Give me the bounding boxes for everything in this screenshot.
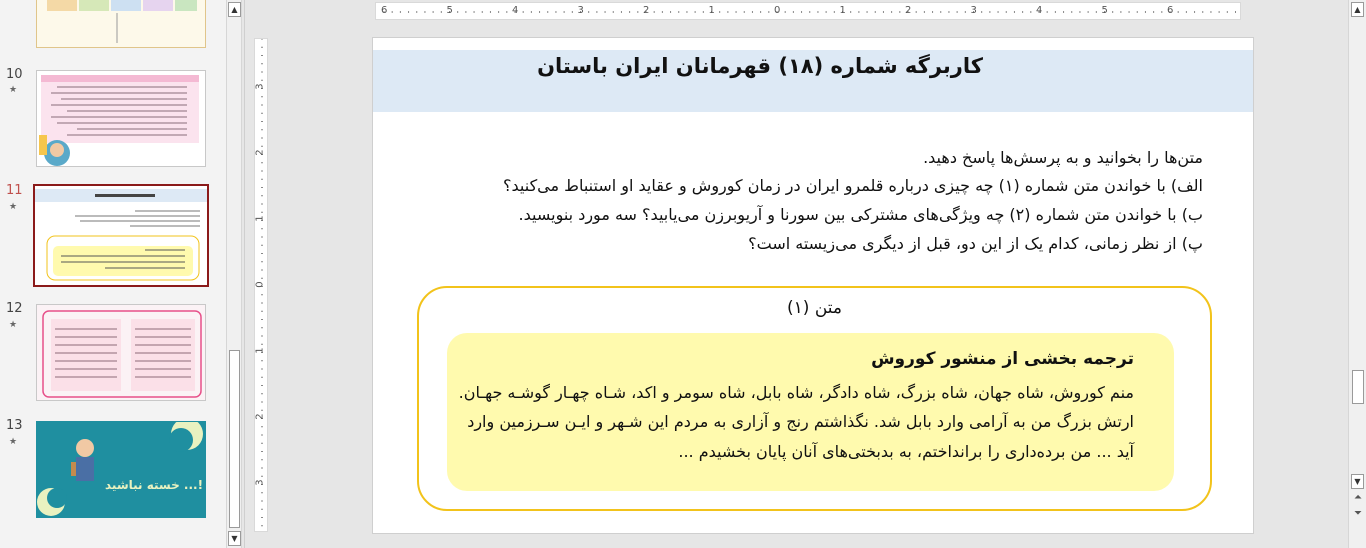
ruler-label: 5 [446,5,453,16]
cyrus-cylinder-panel[interactable] [447,333,1174,491]
ruler-label: 2 [254,149,266,156]
ruler-label: 1 [254,215,266,222]
ruler-label: 2 [254,413,266,420]
cyrus-text-line-1: منم کوروش، شاه جهان، شاه بزرگ، شاه دادگر، شاه بابل، شاه سومر و اکد، شـاه چهـار گوشـه جهـان. [458,383,1134,402]
ruler-label: 0 [254,281,266,288]
editor-scroll-down-button[interactable]: ▼ [1351,474,1364,489]
ruler-label: 4 [512,5,519,16]
slide-13-caption: !... خسته نباشید [105,478,204,492]
slide-thumbnail-9[interactable] [36,0,206,48]
slide-13-preview [37,422,206,518]
horizontal-ruler-ticks [376,3,1241,20]
ruler-label: 1 [708,5,715,16]
ruler-label: 1 [839,5,846,16]
instruction-line[interactable]: متن‌ها را بخوانید و به پرسش‌ها پاسخ دهید. [923,148,1203,167]
ruler-label: 3 [577,5,584,16]
slide-12-animation-icon: ★ [9,320,18,330]
scrollbar-thumb[interactable] [229,350,240,528]
editor-scrollbar-thumb[interactable] [1352,370,1364,404]
slide-thumbnail-10[interactable] [36,70,206,167]
slide-thumbnail-13[interactable] [36,421,206,518]
slide-11-preview [35,186,207,285]
question-be[interactable]: ب) با خواندن متن شماره (۲) چه ویژگی‌های مشترکی بین سورنا و آریوبرزن می‌یابید؟ سه مورد بنویسید. [518,205,1203,224]
slide-editor[interactable] [244,0,1348,548]
next-slide-icon[interactable]: ⏷ [1354,508,1362,519]
slide-canvas[interactable] [372,37,1254,534]
slide-number-12: 12 [6,301,23,316]
ruler-label: 3 [254,479,266,486]
text-1-box[interactable] [417,286,1212,511]
question-alef[interactable]: الف) با خواندن متن شماره (۱) چه چیزی درباره قلمرو ایران در زمان کوروش و عقاید او استنباط می‌کنید؟ [503,176,1203,195]
slide-12-preview [37,305,206,401]
ruler-label: 0 [774,5,781,16]
scroll-down-button[interactable]: ▼ [228,531,241,546]
slide-9-preview [37,0,206,48]
horizontal-ruler[interactable] [375,2,1241,20]
cyrus-cylinder-title: ترجمه بخشی از منشور کوروش [871,349,1134,369]
slide-number-10: 10 [6,67,23,82]
slide-number-13: 13 [6,418,23,433]
ruler-label: 6 [381,5,388,16]
text-1-label: متن (۱) [787,298,842,318]
question-pe[interactable]: پ) از نظر زمانی، کدام یک از این دو، قبل از دیگری می‌زیسته است؟ [748,234,1203,253]
ruler-label: 2 [643,5,650,16]
thumbnail-scrollbar[interactable] [226,0,242,548]
cyrus-text-line-2: ارتش بزرگ من به آرامی وارد بابل شد. نگذاشتم رنج و آزاری به مردم این شـهر و ایـن سـرزمین وارد [467,412,1134,431]
vertical-ruler[interactable] [254,38,268,532]
editor-scrollbar[interactable] [1348,0,1366,548]
slide-thumbnail-12[interactable] [36,304,206,401]
slide-10-preview [37,71,206,167]
ruler-label: 6 [1167,5,1174,16]
slide-13-animation-icon: ★ [9,437,18,447]
slide-number-11: 11 [6,183,23,198]
ruler-label: 5 [1101,5,1108,16]
editor-scroll-up-button[interactable]: ▲ [1351,2,1364,17]
ruler-label: 4 [1036,5,1043,16]
slide-11-animation-icon: ★ [9,202,18,212]
previous-slide-icon[interactable]: ⏶ [1354,492,1362,503]
ruler-label: 1 [254,347,266,354]
ruler-label: 3 [254,83,266,90]
ruler-label: 3 [970,5,977,16]
slide-title[interactable]: کاربرگه شماره (۱۸) قهرمانان ایران باستان [537,54,983,78]
scroll-up-button[interactable]: ▲ [228,2,241,17]
slide-10-animation-icon: ★ [9,85,18,95]
slide-thumbnail-11-selected[interactable] [33,184,209,287]
cyrus-text-line-3: آید ... من برده‌داری را برانداختم، به بدبختی‌های آنان پایان بخشیدم ... [678,442,1134,461]
slide-thumbnail-pane[interactable] [0,0,226,548]
ruler-label: 2 [905,5,912,16]
